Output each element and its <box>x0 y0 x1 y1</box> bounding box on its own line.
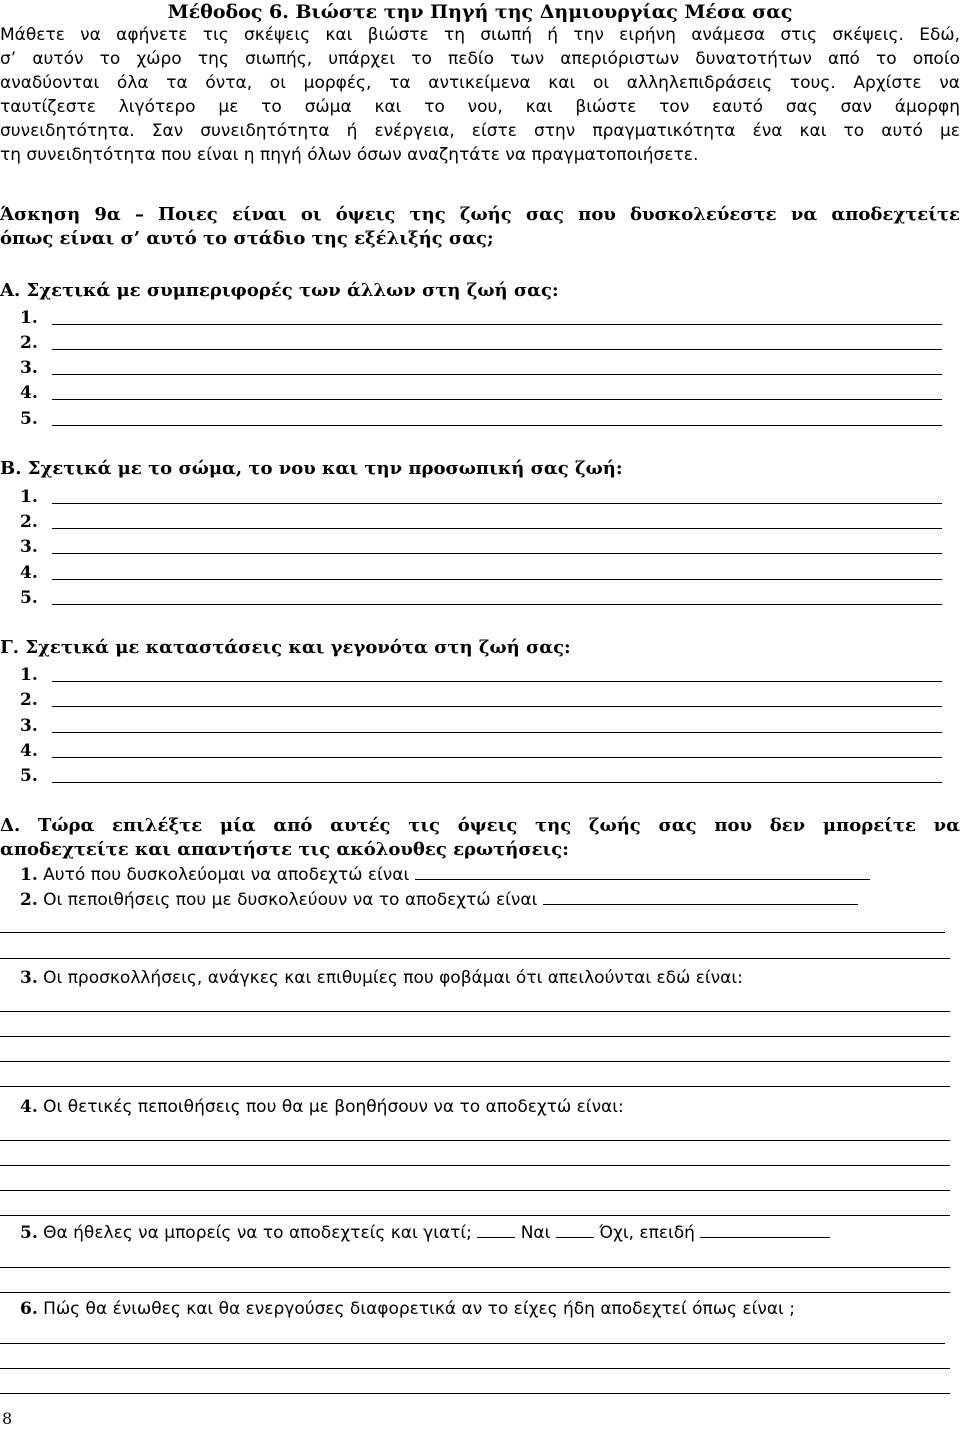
intro-line: συνειδητότητα. Σαν συνειδητότητα ή ενέργεια, είστε στην πραγματικότητα ένα και το αυτό με <box>0 121 960 141</box>
answer-line[interactable] <box>0 1140 950 1141</box>
item-number: 4. <box>20 741 38 761</box>
intro-line: Μάθετε να αφήνετε τις σκέψεις και βιώστε τη σιωπή ή την ειρήνη ανάμεσα στις σκέψεις. Εδώ, <box>0 25 960 45</box>
no-check-line[interactable] <box>556 1221 594 1238</box>
intro-paragraph <box>0 23 960 167</box>
exercise-heading-line: όπως είναι σ’ αυτό το στάδιο της εξέλιξής σας; <box>0 228 494 249</box>
question-number: 2. <box>20 890 38 910</box>
item-number: 3. <box>20 537 38 557</box>
question-text: Οι πεποιθήσεις που με δυσκολεύουν να το αποδεχτώ είναι <box>43 890 538 910</box>
question-1 <box>20 863 870 887</box>
answer-line[interactable] <box>52 604 942 605</box>
answer-line[interactable] <box>52 324 942 325</box>
item-number: 5. <box>20 409 38 429</box>
item-number: 3. <box>20 716 38 736</box>
question-number: 3. <box>20 968 38 988</box>
answer-line[interactable] <box>0 958 950 959</box>
page-number: 8 <box>2 1409 13 1428</box>
answer-line[interactable] <box>52 374 942 375</box>
question-4 <box>20 1095 624 1119</box>
method-title: Μέθοδος 6. Βιώστε την Πηγή της Δημιουργίας Μέσα σας <box>167 1 793 23</box>
question-text: Αυτό που δυσκολεύομαι να αποδεχτώ είναι <box>43 865 410 885</box>
answer-line[interactable] <box>52 706 942 707</box>
answer-line[interactable] <box>0 1061 950 1062</box>
answer-line[interactable] <box>0 1393 950 1394</box>
answer-line[interactable] <box>52 399 942 400</box>
answer-line[interactable] <box>52 553 942 554</box>
item-number: 5. <box>20 588 38 608</box>
item-number: 3. <box>20 358 38 378</box>
answer-line[interactable] <box>0 1190 950 1191</box>
answer-line[interactable] <box>52 349 942 350</box>
exercise-heading <box>0 203 960 251</box>
question-number: 5. <box>20 1223 38 1243</box>
answer-line[interactable] <box>52 528 942 529</box>
section-d-heading-line: Δ. Τώρα επιλέξτε μία από αυτές τις όψεις της ζωής σας που δεν μπορείτε να <box>0 815 960 836</box>
question-number: 4. <box>20 1097 38 1117</box>
answer-line[interactable] <box>415 863 870 880</box>
question-3 <box>20 966 743 990</box>
answer-line[interactable] <box>0 1165 950 1166</box>
answer-line[interactable] <box>52 782 942 783</box>
answer-line[interactable] <box>0 1343 945 1344</box>
section-d-heading-line: αποδεχτείτε και απαντήστε τις ακόλουθες ερωτήσεις: <box>0 839 569 860</box>
intro-line: τη συνειδητότητα που είναι η πηγή όλων όσων αναζητάτε να πραγματοποιήσετε. <box>0 145 699 165</box>
answer-line[interactable] <box>0 932 945 933</box>
question-text: Οι θετικές πεποιθήσεις που θα με βοηθήσουν να το αποδεχτώ είναι: <box>43 1097 624 1117</box>
answer-line[interactable] <box>700 1221 830 1238</box>
question-number: 1. <box>20 865 38 885</box>
section-a-heading: Α. Σχετικά με συμπεριφορές των άλλων στη ζωή σας: <box>0 280 559 301</box>
question-2 <box>20 888 858 912</box>
yes-option: Ναι <box>520 1223 551 1243</box>
question-text: Θα ήθελες να μπορείς να το αποδεχτείς και γιατί; <box>43 1223 472 1243</box>
intro-line: σ’ αυτόν το χώρο της σιωπής, υπάρχει το πεδίο των απεριόριστων δυνατοτήτων από το οποίο <box>0 49 960 69</box>
section-d-heading <box>0 814 960 862</box>
section-b-heading: Β. Σχετικά με το σώμα, το νου και την προσωπική σας ζωή: <box>0 458 623 479</box>
answer-line[interactable] <box>0 1368 950 1369</box>
question-5 <box>20 1221 830 1245</box>
item-number: 4. <box>20 563 38 583</box>
answer-line[interactable] <box>0 1267 950 1268</box>
answer-line[interactable] <box>0 1086 950 1087</box>
answer-line[interactable] <box>52 732 942 733</box>
yes-check-line[interactable] <box>477 1221 515 1238</box>
answer-line[interactable] <box>0 1292 950 1293</box>
answer-line[interactable] <box>0 1036 950 1037</box>
answer-line[interactable] <box>543 888 858 905</box>
exercise-heading-line: Άσκηση 9α – Ποιες είναι οι όψεις της ζωής σας που δυσκολεύεστε να αποδεχτείτε <box>0 204 960 225</box>
question-6 <box>20 1297 795 1321</box>
answer-line[interactable] <box>52 757 942 758</box>
answer-line[interactable] <box>52 681 942 682</box>
section-c-heading: Γ. Σχετικά με καταστάσεις και γεγονότα στη ζωή σας: <box>0 637 571 658</box>
answer-line[interactable] <box>52 579 942 580</box>
item-number: 1. <box>20 487 38 507</box>
answer-line[interactable] <box>52 503 942 504</box>
intro-line: ταυτίζεστε λιγότερο με το σώμα και το νου, και βιώστε τον εαυτό σας σαν άμορφη <box>0 97 960 117</box>
question-text: Οι προσκολλήσεις, ανάγκες και επιθυμίες που φοβάμαι ότι απειλούνται εδώ είναι: <box>43 968 743 988</box>
answer-line[interactable] <box>52 425 942 426</box>
answer-line[interactable] <box>0 1215 950 1216</box>
item-number: 4. <box>20 383 38 403</box>
item-number: 1. <box>20 665 38 685</box>
item-number: 2. <box>20 512 38 532</box>
item-number: 5. <box>20 766 38 786</box>
item-number: 2. <box>20 333 38 353</box>
question-number: 6. <box>20 1299 38 1319</box>
intro-line: αναδύονται όλα τα όντα, οι μορφές, τα αντικείμενα και οι αλληλεπιδράσεις τους. Αρχίστε να <box>0 73 960 93</box>
no-option: Όχι, επειδή <box>599 1223 695 1243</box>
question-text: Πώς θα ένιωθες και θα ενεργούσες διαφορετικά αν το είχες ήδη αποδεχτεί όπως είναι ; <box>43 1299 795 1319</box>
item-number: 1. <box>20 308 38 328</box>
item-number: 2. <box>20 690 38 710</box>
answer-line[interactable] <box>0 1011 950 1012</box>
